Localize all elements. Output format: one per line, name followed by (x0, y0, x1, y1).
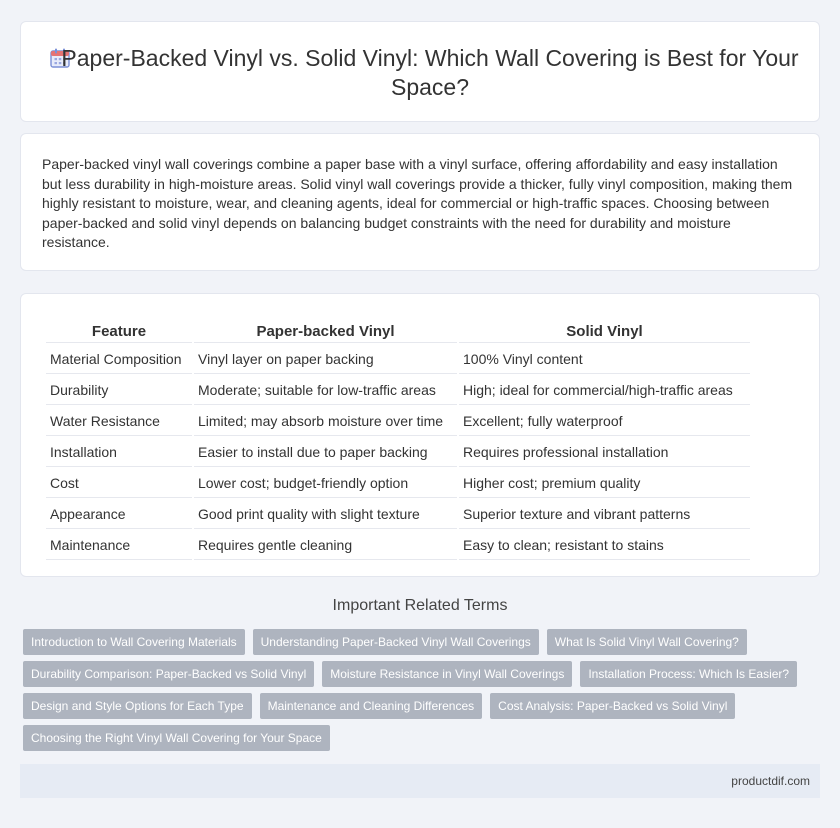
footer (20, 764, 820, 798)
related-term-tag[interactable]: Installation Process: Which Is Easier? (580, 661, 797, 687)
intro-paragraph: Paper-backed vinyl wall coverings combine a paper base with a vinyl surface, offering affordability and easy installation but less durability in high-moisture areas. Solid vinyl wall coverings provide a thicker, fully vinyl composition, making them highly resistant to moisture, wear, and cleaning agents, ideal for commercial or high-traffic spaces. Choosing between paper-backed and solid vinyl depends on balancing budget constraints with the need for durability and moisture resistance. (42, 156, 793, 251)
related-term-tag[interactable]: Durability Comparison: Paper-Backed vs Solid Vinyl (23, 661, 314, 687)
paper-backed-cell: Good print quality with slight texture (194, 500, 457, 529)
related-term-tag[interactable]: Maintenance and Cleaning Differences (260, 693, 483, 719)
paper-backed-cell: Requires gentle cleaning (194, 531, 457, 560)
solid-vinyl-cell: High; ideal for commercial/high-traffic areas (459, 376, 750, 405)
table-row (46, 407, 750, 436)
feature-cell: Appearance (46, 500, 192, 529)
feature-cell: Material Composition (46, 345, 192, 374)
header-card (20, 21, 820, 122)
header-solid-vinyl: Solid Vinyl (459, 319, 750, 343)
header-feature: Feature (46, 319, 192, 343)
solid-vinyl-cell: Excellent; fully waterproof (459, 407, 750, 436)
related-term-tag[interactable]: Choosing the Right Vinyl Wall Covering for Your Space (23, 725, 330, 751)
comparison-card (20, 293, 820, 577)
related-terms-title: Important Related Terms (332, 597, 508, 614)
table-row (46, 500, 750, 529)
paper-backed-cell: Moderate; suitable for low-traffic areas (194, 376, 457, 405)
paper-backed-cell: Lower cost; budget-friendly option (194, 469, 457, 498)
solid-vinyl-cell: Higher cost; premium quality (459, 469, 750, 498)
footer-site-name: productdif.com (731, 774, 810, 788)
solid-vinyl-cell: Easy to clean; resistant to stains (459, 531, 750, 560)
related-term-tag[interactable]: Understanding Paper-Backed Vinyl Wall Coverings (253, 629, 539, 655)
intro-card (20, 133, 820, 271)
table-row (46, 438, 750, 467)
table-row (46, 469, 750, 498)
related-terms-list (23, 629, 803, 751)
feature-cell: Maintenance (46, 531, 192, 560)
page-title: Paper-Backed Vinyl vs. Solid Vinyl: Which Wall Covering is Best for Your Space? (61, 45, 799, 100)
feature-cell: Cost (46, 469, 192, 498)
table-row (46, 345, 750, 374)
solid-vinyl-cell: Superior texture and vibrant patterns (459, 500, 750, 529)
header-paper-backed-vinyl: Paper-backed Vinyl (194, 319, 457, 343)
solid-vinyl-cell: 100% Vinyl content (459, 345, 750, 374)
comparison-table (44, 317, 752, 562)
related-term-tag[interactable]: Design and Style Options for Each Type (23, 693, 252, 719)
feature-cell: Installation (46, 438, 192, 467)
solid-vinyl-cell: Requires professional installation (459, 438, 750, 467)
related-term-tag[interactable]: Introduction to Wall Covering Materials (23, 629, 245, 655)
related-term-tag[interactable]: Cost Analysis: Paper-Backed vs Solid Vinyl (490, 693, 735, 719)
feature-cell: Durability (46, 376, 192, 405)
table-row (46, 531, 750, 560)
table-header-row (46, 319, 750, 343)
feature-cell: Water Resistance (46, 407, 192, 436)
related-term-tag[interactable]: Moisture Resistance in Vinyl Wall Coverings (322, 661, 572, 687)
paper-backed-cell: Limited; may absorb moisture over time (194, 407, 457, 436)
table-row (46, 376, 750, 405)
paper-backed-cell: Easier to install due to paper backing (194, 438, 457, 467)
paper-backed-cell: Vinyl layer on paper backing (194, 345, 457, 374)
related-term-tag[interactable]: What Is Solid Vinyl Wall Covering? (547, 629, 747, 655)
